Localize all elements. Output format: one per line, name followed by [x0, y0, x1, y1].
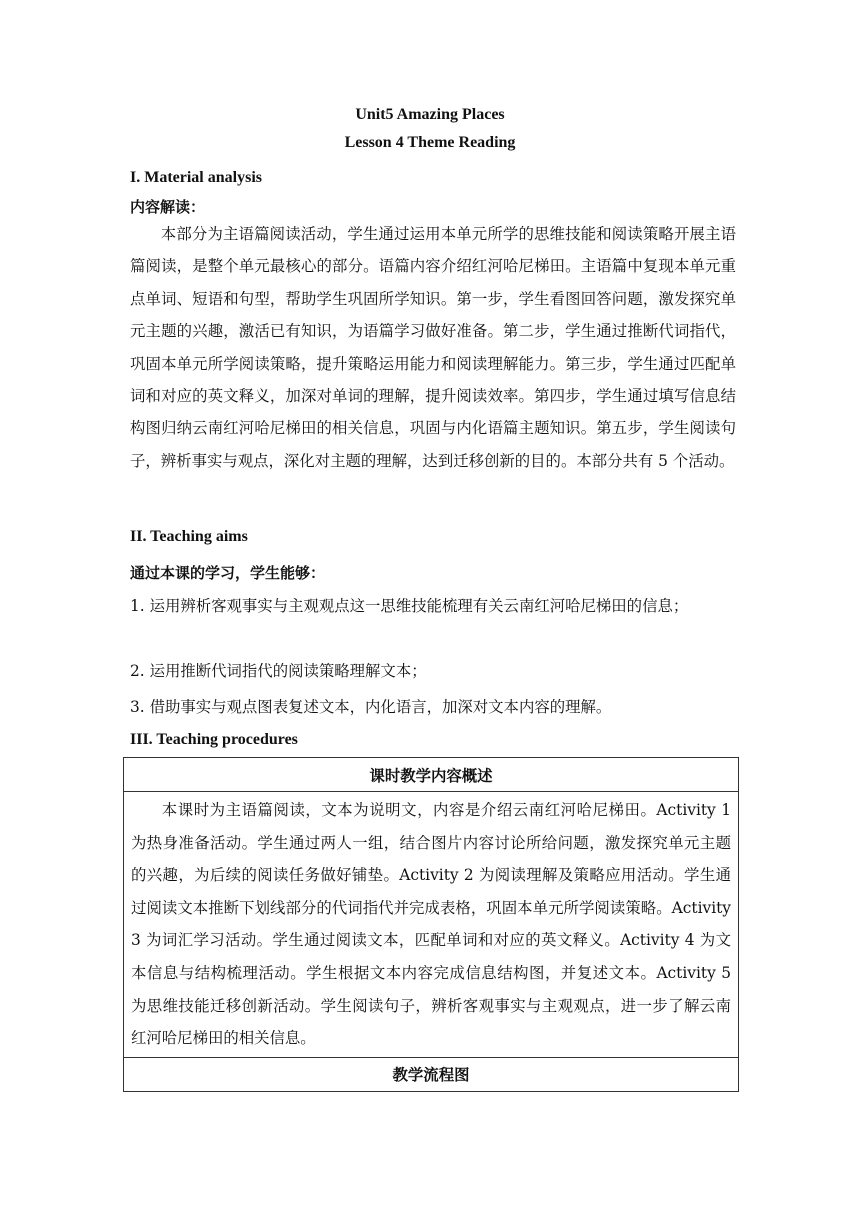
procedures-table: [123, 757, 739, 1092]
section-heading-teaching-procedures: III. Teaching procedures: [130, 731, 298, 748]
teaching-aims-intro: 通过本课的学习，学生能够：: [130, 564, 326, 582]
lesson-title: Lesson 4 Theme Reading: [344, 134, 516, 151]
section-heading-material-analysis: I. Material analysis: [130, 169, 262, 186]
unit-title: Unit5 Amazing Places: [355, 106, 505, 123]
material-analysis-paragraph: 本部分为主语篇阅读活动，学生通过运用本单元所学的思维技能和阅读策略开展主语篇阅读，是整个单元最核心的部分。语篇内容介绍红河哈尼梯田。主语篇中复现本单元重点单词、短语和句型，帮助学生巩固所学知识。第一步，学生看图回答问题，激发探究单元主题的兴趣，激活已有知识，为语篇学习做好准备。第二步，学生通过推断代词指代，巩固本单元所学阅读策略，提升策略运用能力和阅读理解能力。第三步，学生通过匹配单词和对应的英文释义，加深对单词的理解，提升阅读效率。第四步，学生通过填写信息结构图归纳云南红河哈尼梯田的相关信息，巩固与内化语篇主题知识。第五步，学生阅读句子，辨析事实与观点，深化对主题的理解，达到迁移创新的目的。本部分共有 5 个活动。: [130, 225, 736, 470]
section-heading-teaching-aims: II. Teaching aims: [130, 528, 248, 545]
teaching-aim-item: 3. 借助事实与观点图表复述文本，内化语言，加深对文本内容的理解。: [130, 698, 612, 716]
table-header-overview: 课时教学内容概述: [124, 758, 739, 792]
table-row: [124, 758, 739, 792]
teaching-aim-item: 2. 运用推断代词指代的阅读策略理解文本；: [130, 662, 427, 680]
teaching-aim-item: 1. 运用辨析客观事实与主观观点这一思维技能梳理有关云南红河哈尼梯田的信息；: [130, 597, 689, 615]
table-row: [124, 1057, 739, 1091]
table-header-flowchart: 教学流程图: [124, 1057, 739, 1091]
table-row: [124, 792, 739, 1058]
content-interpretation-label: 内容解读：: [130, 198, 206, 216]
table-cell-overview-text: 本课时为主语篇阅读，文本为说明文，内容是介绍云南红河哈尼梯田。Activity 1 为热身准备活动。学生通过两人一组，结合图片内容讨论所给问题，激发探究单元主题的兴趣，为后续的阅读任务做好铺垫。Activity 2 为阅读理解及策略应用活动。学生通过阅读文本推断下划线部分的代词指代并完成表格，巩固本单元所学阅读策略。Activity 3 为词汇学习活动。学生通过阅读文本，匹配单词和对应的英文释义。Activity 4 为文本信息与结构梳理活动。学生根据文本内容完成信息结构图，并复述文本。Activity 5 为思维技能迁移创新活动。学生阅读句子，辨析客观事实与主观观点，进一步了解云南红河哈尼梯田的相关信息。: [124, 792, 739, 1058]
